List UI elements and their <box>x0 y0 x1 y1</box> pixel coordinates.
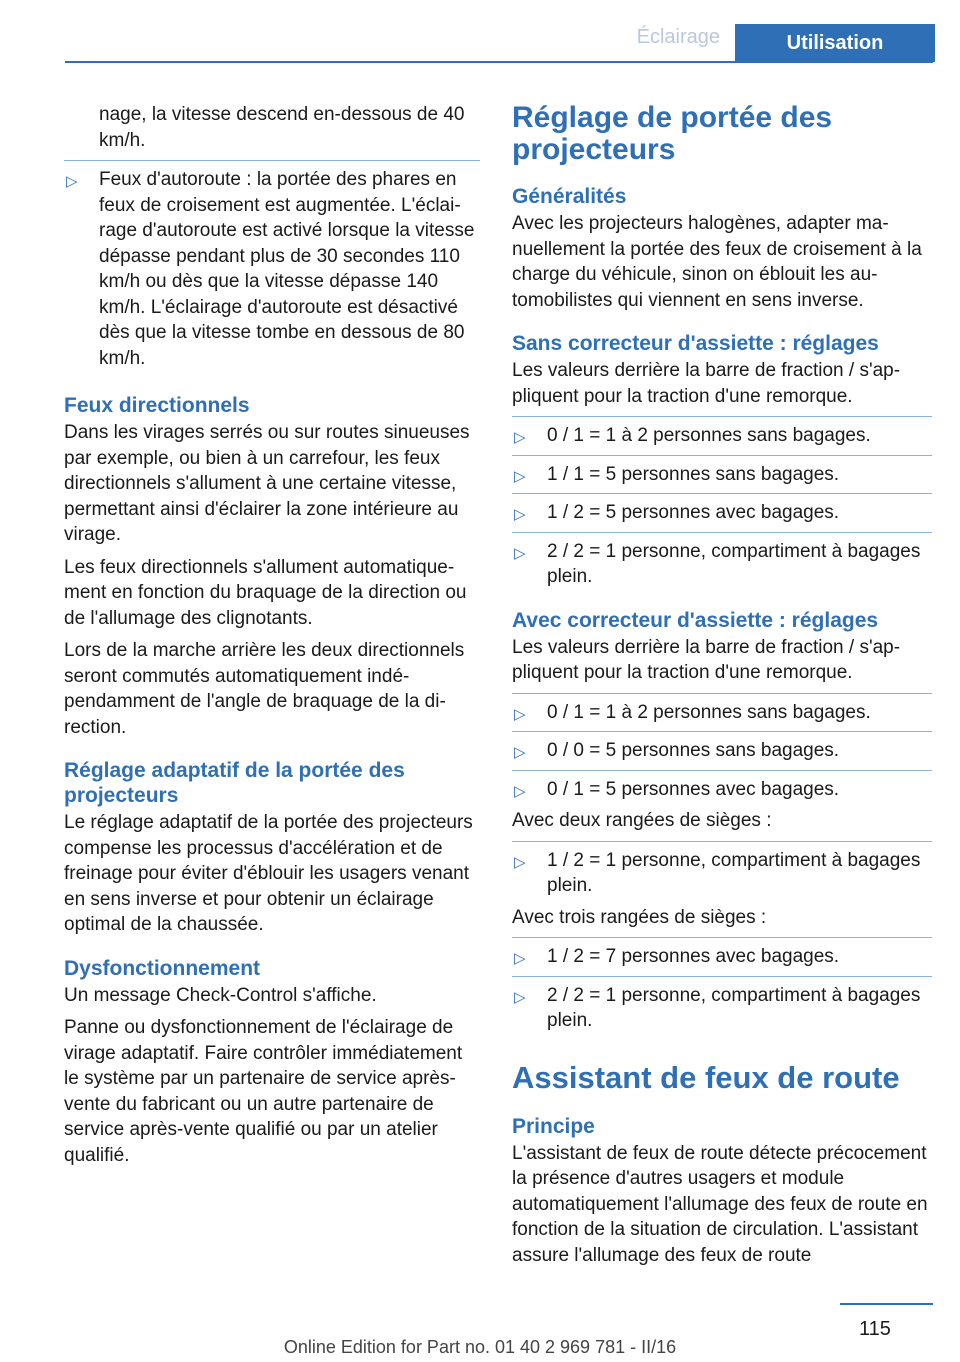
paragraph: Panne ou dysfonctionnement de l'éclairage de virage adaptatif. Faire contrôler immédiatement le système par un partenaire de service après-vente du fabricant ou un autre partenaire de service après-vente qualifié ou par un atelier qualifié. <box>64 1017 463 1166</box>
continued-paragraph: nage, la vitesse descend en-dessous de 40 km/h. <box>99 104 465 151</box>
paragraph: Lors de la marche arrière les deux directionnels seront commutés automatiquement indépendamment de l'angle de braquage de la direction. <box>64 640 465 738</box>
paragraph: Les feux directionnels s'allument automatiquement en fonction du braquage de la direction ou de l'allumage des clignotants. <box>64 556 467 629</box>
paragraph: Dans les virages serrés ou sur routes sinueuses par exemple, ou bien à un carrefour, les feux directionnels s'allument à une certaine vitesse, permettant ainsi d'éclairer la zone intérieure au virage. <box>64 422 470 545</box>
paragraph: Un message Check-Control s'affiche. <box>64 984 377 1006</box>
list-item-text: Feux d'autoroute : la portée des phares en feux de croisement est augmentée. L'éclairage d'autoroute est activé lorsque la vitesse dépasse pendant plus de 30 secondes 110 km/h ou dès que la vitesse dépasse 140 km/h. L'éclairage d'autoroute est désactivé dès que la vitesse tombe en dessous de 80 km/h. <box>99 169 475 369</box>
without-corrector-list <box>512 416 932 590</box>
list-item-text: 0 / 0 = 5 personnes sans bagages. <box>547 740 840 761</box>
list-item <box>512 848 932 899</box>
paragraph: L'assistant de feux de route détecte précocement la présence d'autres usagers et module automatiquement l'allumage des feux de route en fonction de la situation de circulation. L'assistant assure l'allumage des feux de route <box>512 1142 928 1266</box>
paragraph: Le réglage adaptatif de la portée des projecteurs compense les processus d'accélération et de freinage pour éviter d'éblouir les usagers venant en sens inverse et pour obtenir un éclairage optimal de la chaussée. <box>64 812 473 935</box>
paragraph: Les valeurs derrière la barre de fraction / s'appliquent pour la traction d'une remorque. <box>512 636 901 683</box>
bullet-divider <box>512 493 932 494</box>
heading-range-adjustment: Réglage de portée des projecteurs <box>512 101 833 166</box>
bullet-divider <box>64 160 480 161</box>
bullet-divider <box>512 416 932 417</box>
list-item <box>512 944 932 970</box>
list-item <box>512 500 932 526</box>
heading-malfunction: Dysfonctionnement <box>64 956 261 980</box>
list-item-text: 2 / 2 = 1 personne, compartiment à bagages plein. <box>547 984 921 1031</box>
heading-adaptive: Réglage adaptatif de la portée des projecteurs <box>64 759 405 807</box>
header-rule <box>65 61 933 63</box>
heading-directional: Feux directionnels <box>64 394 250 417</box>
page-header <box>0 0 960 62</box>
heading-high-beam-assistant: Assistant de feux de route <box>512 1059 900 1095</box>
list-item-text: 0 / 1 = 5 personnes avec bagages. <box>547 778 840 800</box>
left-column <box>64 102 480 1175</box>
heading-general: Généralités <box>512 185 627 208</box>
triangle-bullet-icon: ▷ <box>514 544 526 562</box>
triangle-bullet-icon: ▷ <box>514 467 526 485</box>
triangle-bullet-icon: ▷ <box>514 853 526 871</box>
bullet-divider <box>512 770 932 771</box>
list-item-text: 1 / 2 = 1 personne, compartiment à bagages plein. <box>547 849 921 896</box>
triangle-bullet-icon: ▷ <box>514 988 526 1006</box>
list-item-text: 0 / 1 = 1 à 2 personnes sans bagages. <box>547 701 871 723</box>
triangle-bullet-icon: ▷ <box>514 950 526 967</box>
triangle-bullet-icon: ▷ <box>514 744 526 761</box>
paragraph: Avec trois rangées de sièges : <box>512 906 767 928</box>
triangle-bullet-icon: ▷ <box>514 506 526 523</box>
edition-footer: Online Edition for Part no. 01 40 2 969 781 - II/16 <box>283 1337 677 1357</box>
two-rows-list <box>512 841 932 899</box>
bullet-divider <box>512 693 932 694</box>
chapter-tab: Utilisation <box>735 24 935 62</box>
with-corrector-list <box>512 693 932 803</box>
triangle-bullet-icon: ▷ <box>514 429 526 446</box>
right-column <box>512 102 932 1275</box>
heading-without-corrector: Sans correcteur d'assiette : réglages <box>512 332 879 355</box>
bullet-divider <box>512 731 932 732</box>
paragraph: Avec deux rangées de sièges : <box>512 810 772 831</box>
list-item <box>512 777 932 803</box>
heading-with-corrector: Avec correcteur d'assiette : réglages <box>512 608 879 632</box>
list-item <box>512 983 932 1034</box>
triangle-bullet-icon: ▷ <box>66 173 78 190</box>
bullet-divider <box>512 455 932 456</box>
three-rows-list <box>512 937 932 1034</box>
section-title: Éclairage <box>636 26 720 48</box>
list-item <box>64 167 480 371</box>
list-item-text: 2 / 2 = 1 personne, compartiment à bagages plein. <box>547 540 921 587</box>
list-item-text: 1 / 2 = 5 personnes avec bagages. <box>547 502 840 523</box>
footer-rule <box>840 1303 933 1305</box>
bullet-divider <box>512 532 932 533</box>
list-item <box>512 462 932 488</box>
list-item <box>512 539 932 590</box>
page-number: 115 <box>859 1318 891 1340</box>
triangle-bullet-icon: ▷ <box>514 705 526 723</box>
list-item-text: 1 / 1 = 5 personnes sans bagages. <box>547 463 840 485</box>
bullet-divider <box>512 976 932 977</box>
paragraph: Les valeurs derrière la barre de fraction / s'appliquent pour la traction d'une remorque. <box>512 360 901 407</box>
list-item <box>512 423 932 449</box>
list-item-text: 1 / 2 = 7 personnes avec bagages. <box>547 946 840 967</box>
list-item-text: 0 / 1 = 1 à 2 personnes sans bagages. <box>547 425 871 446</box>
heading-principle: Principe <box>512 1114 595 1138</box>
list-item <box>512 738 932 764</box>
bullet-divider <box>512 841 932 842</box>
list-item <box>512 700 932 726</box>
triangle-bullet-icon: ▷ <box>514 782 526 800</box>
paragraph: Avec les projecteurs halogènes, adapter manuellement la portée des feux de croisement à la charge du véhicule, sinon on éblouit les automobilistes qui viennent en sens inverse. <box>512 213 922 311</box>
bullet-divider <box>512 937 932 938</box>
